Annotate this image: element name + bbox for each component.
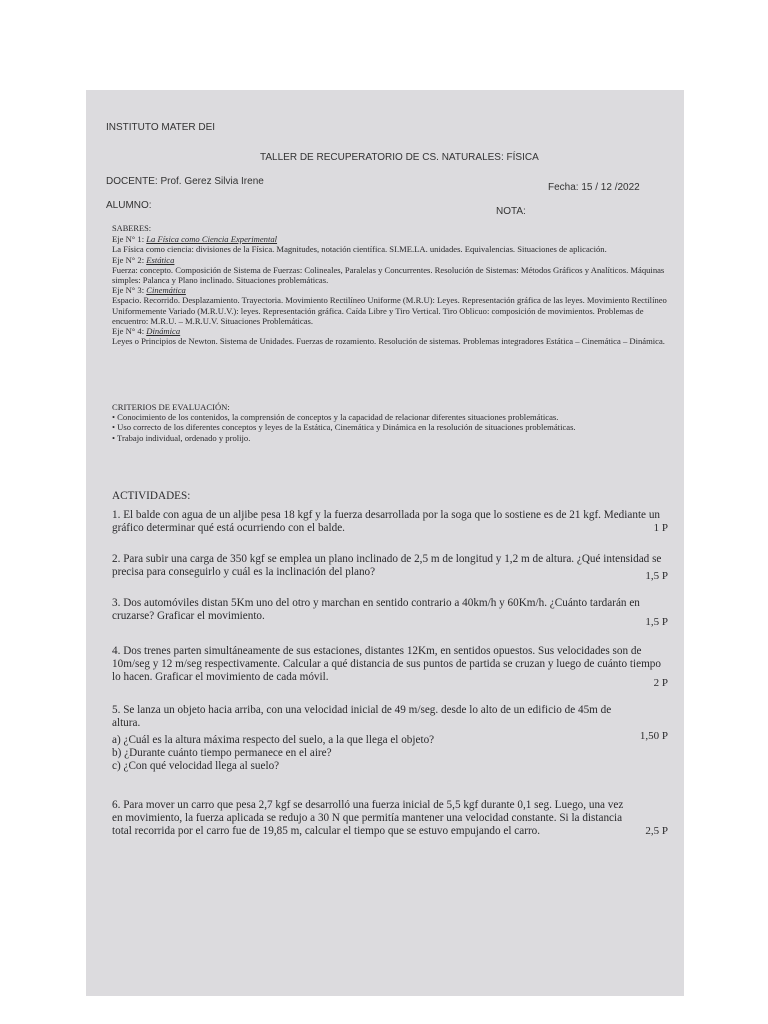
activity-points: 1,5 P [645, 616, 668, 628]
eje-3-text: Espacio. Recorrido. Desplazamiento. Trayectoria. Movimiento Rectilíneo Uniforme (M.R.U): Leyes. Representación gráfica de las leyes. Movimiento Rectilíneo Uniformemente Variado (M.R.U.V.): leyes. Representación gráfica. Caída Libre y Tiro Vertical. Tiro Oblicuo: composición de movimientos. Problemas de encuentro: M.R.U. – M.R.U.V. Situaciones Problemáticas. [112, 295, 667, 326]
activity-text: 2. Para subir una carga de 350 kgf se emplea un plano inclinado de 2,5 m de longitud y 1,2 m de altura. ¿Qué intensidad se precisa para conseguirlo y cuál es la inclinación del plano? [112, 553, 662, 578]
activity-points: 2,5 P [645, 825, 668, 837]
document-title: TALLER DE RECUPERATORIO DE CS. NATURALES: FÍSICA [260, 152, 539, 163]
eje-2-text: Fuerza: concepto. Composición de Sistema de Fuerzas: Colineales, Paralelas y Concurrentes. Resolución de Sistemas: Métodos Gráficos y Analíticos. Máquinas simples: Palanca y Plano inclinado. Situaciones problemáticas. [112, 264, 665, 286]
activity-text: 1. El balde con agua de un aljibe pesa 18 kgf y la fuerza desarrollada por la soga que lo sostiene es de 21 kgf. Mediante un gráfico determinar qué está ocurriendo con el balde. [112, 509, 661, 534]
activity-points: 1,50 P [639, 730, 668, 742]
activity-sub-a: a) ¿Cuál es la altura máxima respecto del suelo, a la que llega el objeto? [112, 734, 435, 746]
activity-4 [112, 645, 672, 689]
activity-text: 6. Para mover un carro que pesa 2,7 kgf se desarrolló una fuerza inicial de 5,5 kgf durante 0,1 seg. Luego, una vez en movimiento, la fuerza aplicada se redujo a 30 N que permitía mantener una velocidad constante. Si la distancia total recorrida por el carro fue de 19,85 m, calcular el tiempo que se estuvo empujando el carro. [112, 799, 624, 837]
activity-points: 1,5 P [645, 570, 668, 582]
eje-4-heading: Eje N° 4: Dinámica [112, 326, 181, 337]
activity-5 [112, 704, 672, 773]
activity-points: 1 P [653, 522, 668, 534]
criterio-item: • Uso correcto de los diferentes conceptos y leyes de la Estática, Cinemática y Dinámica en la resolución de situaciones problemáticas. [112, 422, 576, 433]
date-line: Fecha: 15 / 12 /2022 [548, 182, 640, 193]
actividades-heading: ACTIVIDADES: [112, 490, 191, 502]
activity-sub-c: c) ¿Con qué velocidad llega al suelo? [112, 760, 280, 772]
eje-1-heading: Eje N° 1: La Física como Ciencia Experimental [112, 234, 278, 245]
criterios-section [112, 402, 672, 443]
activity-2 [112, 553, 672, 582]
activity-text: 4. Dos trenes parten simultáneamente de sus estaciones, distantes 12Km, en sentidos opuestos. Sus velocidades son de 10m/seg y 12 m/seg respectivamente. Calcular a qué distancia de sus puntos de partida se cruzan y luego de cuánto tiempo lo hacen. Graficar el movimiento de cada móvil. [112, 645, 661, 683]
activity-sub-b: b) ¿Durante cuánto tiempo permanece en el aire? [112, 747, 332, 759]
teacher-line: DOCENTE: Prof. Gerez Silvia Irene [106, 176, 264, 187]
activity-points: 2 P [653, 677, 668, 689]
activity-1 [112, 509, 672, 535]
institute-name: INSTITUTO MATER DEI [106, 122, 216, 133]
eje-1-text: La Física como ciencia: divisiones de la Física. Magnitudes, notación científica. SI.ME.LA. unidades. Equivalencias. Situaciones de aplicación. [112, 244, 607, 255]
criterio-item: • Trabajo individual, ordenado y prolijo. [112, 432, 251, 443]
criterios-heading: CRITERIOS DE EVALUACIÓN: [112, 402, 230, 412]
grade-line: NOTA: [496, 206, 526, 217]
activity-text: 5. Se lanza un objeto hacia arriba, con una velocidad inicial de 49 m/seg. desde lo alto de un edificio de 45m de altura. [112, 704, 612, 729]
activity-6 [112, 799, 672, 838]
student-line: ALUMNO: [106, 200, 152, 211]
actividades-section [112, 490, 672, 838]
criterio-item: • Conocimiento de los contenidos, la comprensión de conceptos y la capacidad de relacionar diferentes situaciones problemáticas. [112, 412, 559, 423]
eje-3-heading: Eje N° 3: Cinemática [112, 285, 186, 296]
saberes-section [112, 224, 672, 346]
document-page [86, 90, 684, 996]
saberes-heading: SABERES: [112, 224, 152, 233]
eje-2-heading: Eje N° 2: Estática [112, 254, 175, 265]
activity-text: 3. Dos automóviles distan 5Km uno del otro y marchan en sentido contrario a 40km/h y 60Km/h. ¿Cuánto tardarán en cruzarse? Graficar el movimiento. [112, 597, 640, 622]
activity-3 [112, 597, 672, 628]
eje-4-text: Leyes o Principios de Newton. Sistema de Unidades. Fuerzas de rozamiento. Resolución de sistemas. Problemas integradores Estática – Cinemática – Dinámica. [112, 336, 665, 347]
